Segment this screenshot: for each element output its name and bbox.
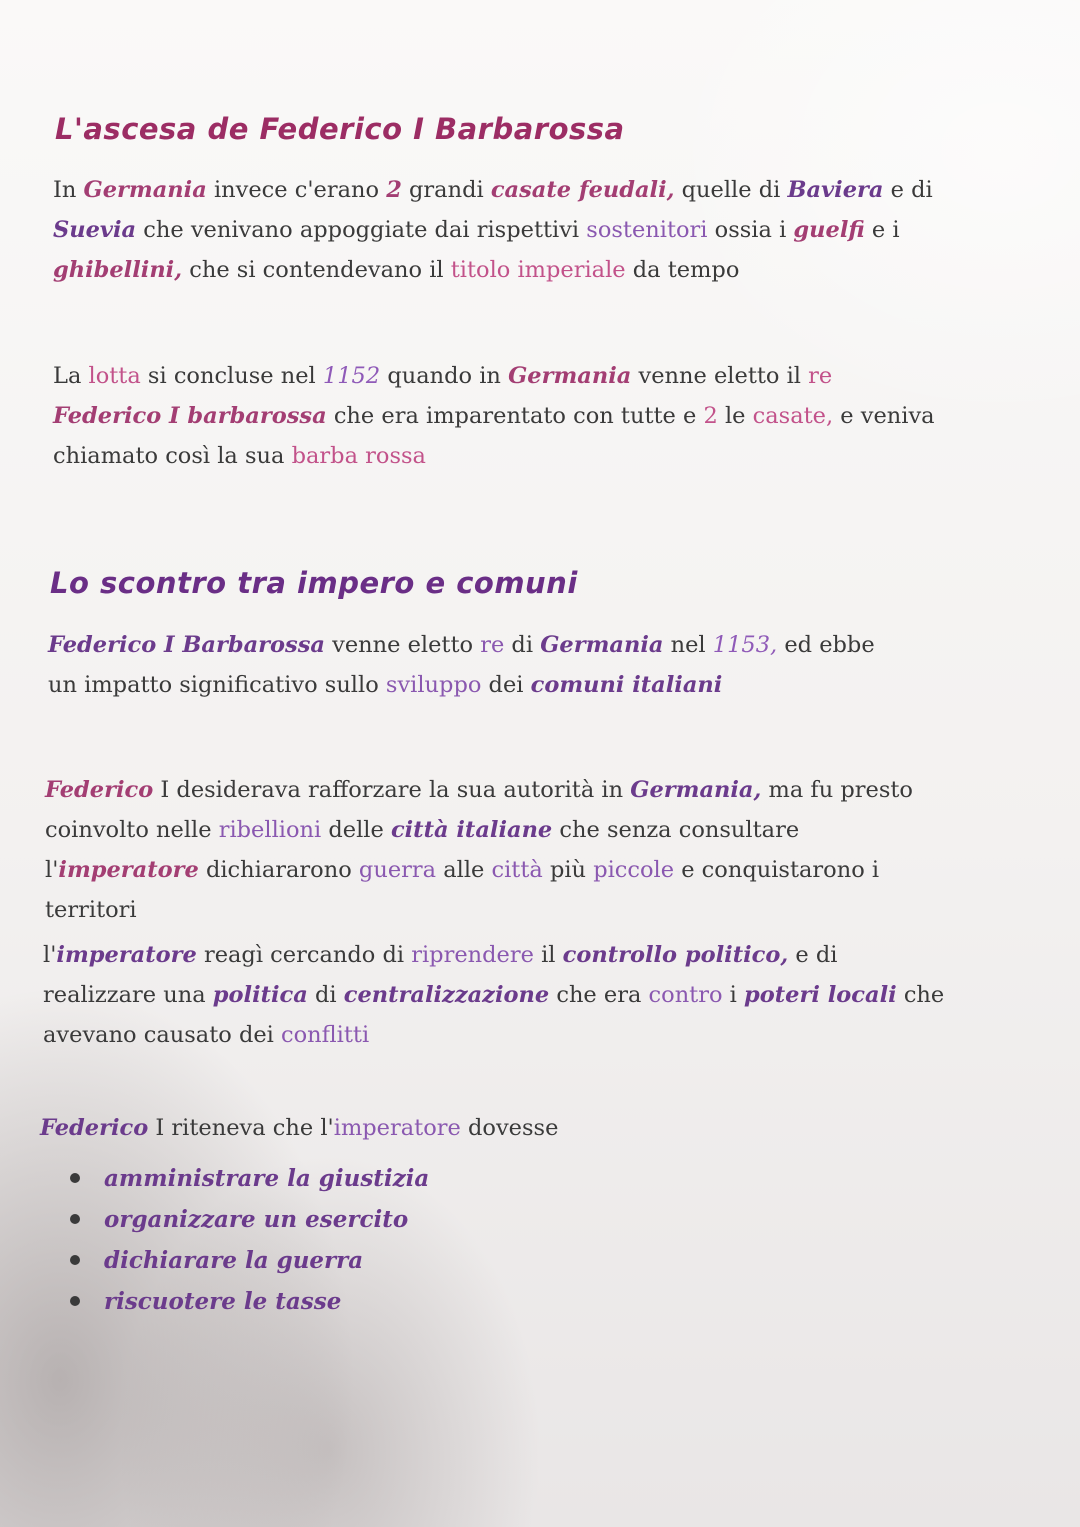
section-scontro (0, 566, 1080, 600)
list-item: riscuotere le tasse (60, 1281, 760, 1322)
bullet-icon (70, 1296, 80, 1306)
bullet-icon (70, 1214, 80, 1224)
section-title-ascesa: L'ascesa de Federico I Barbarossa (55, 112, 625, 146)
paragraph-text: Federico I desiderava rafforzare la sua autorità in Germania, ma fu presto coinvolto nelle ribellioni delle città italiane che senza consultare l'imperatore dichiararono guerra alle città più piccole e conquistarono i territori (45, 777, 913, 923)
paragraph-elezione (0, 625, 908, 705)
bullet-icon (70, 1255, 80, 1265)
paragraph-text: Federico I Barbarossa venne eletto re di Germania nel 1153, ed ebbe un impatto significativo sullo sviluppo dei comuni italiani (48, 632, 875, 698)
paragraph-lotta (0, 356, 943, 476)
section-title-scontro: Lo scontro tra impero e comuni (50, 566, 578, 600)
paragraph-text: La lotta si concluse nel 1152 quando in Germania venne eletto il re Federico I barbarossa che era imparentato con tutte e 2 le casate, e veniva chiamato così la sua barba rossa (53, 363, 935, 469)
paragraph-ribellioni (0, 770, 935, 930)
list-item: organizzare un esercito (60, 1199, 760, 1240)
list-item: amministrare la giustizia (60, 1158, 760, 1199)
paragraph-doveri (0, 1108, 940, 1148)
paragraph-casate (0, 170, 953, 290)
paragraph-text: In Germania invece c'erano 2 grandi casate feudali, quelle di Baviera e di Suevia che venivano appoggiate dai rispettivi sostenitori ossia i guelfi e i ghibellini, che si contendevano il titolo imperiale da tempo (53, 177, 933, 283)
section-ascesa (0, 112, 1080, 146)
paragraph-reazione (0, 935, 953, 1055)
duties-list (0, 1158, 760, 1322)
bullet-icon (70, 1173, 80, 1183)
paragraph-text: l'imperatore reagì cercando di riprendere il controllo politico, e di realizzare una politica di centralizzazione che era contro i poteri locali che avevano causato dei conflitti (43, 942, 945, 1048)
list-item: dichiarare la guerra (60, 1240, 760, 1281)
paragraph-text: Federico I riteneva che l'imperatore dovesse (40, 1115, 559, 1141)
